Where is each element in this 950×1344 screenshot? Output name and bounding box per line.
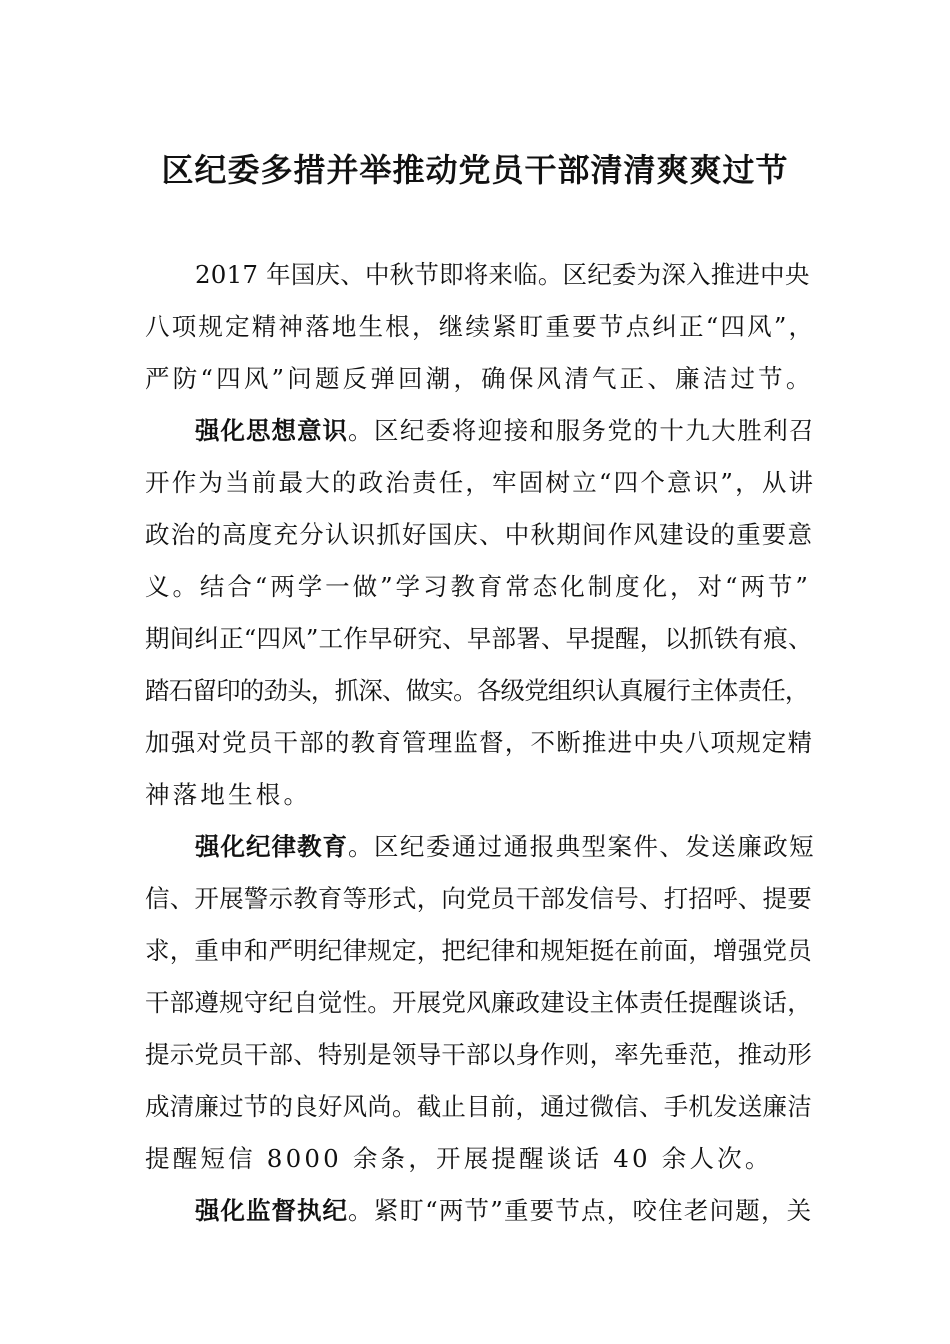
section2-line: 提示党员干部、特别是领导干部以身作则，率先垂范，推动形 (145, 1040, 812, 1069)
section2-first-line-text: 。区纪委通过通报典型案件、发送廉政短 (348, 832, 816, 861)
section1-line: 期间纠正“四风”工作早研究、早部署、早提醒，以抓铁有痕、 (145, 624, 813, 653)
section3-first-line-text: 。紧盯“两节”重要节点，咬住老问题，关 (348, 1196, 813, 1225)
section2-first-line (195, 830, 815, 864)
section1-first-line (195, 414, 815, 448)
section2-line: 干部遵规守纪自觉性。开展党风廉政建设主体责任提醒谈话， (145, 988, 812, 1017)
section1-line: 开作为当前最大的政治责任，牢固树立“四个意识”，从讲 (145, 468, 816, 497)
section3-first-line (195, 1194, 812, 1228)
intro-line: 八项规定精神落地生根，继续紧盯重要节点纠正“四风”， (145, 312, 816, 341)
section1-heading: 强化思想意识 (195, 416, 348, 445)
intro-line: 2017 年国庆、中秋节即将来临。区纪委为深入推进中央 (195, 260, 810, 289)
section1-line: 神落地生根。 (145, 780, 312, 809)
section1-line: 踏石留印的劲头，抓深、做实。各级党组织认真履行主体责任， (145, 676, 809, 705)
section1-line: 义。结合“两学一做”学习教育常态化制度化，对“两节” (145, 572, 811, 601)
section1-first-line-text: 。区纪委将迎接和服务党的十九大胜利召 (348, 416, 816, 445)
section2-heading: 强化纪律教育 (195, 832, 348, 861)
section2-line: 成清廉过节的良好风尚。截止目前，通过微信、手机发送廉洁 (145, 1092, 812, 1121)
section2-line: 求，重申和严明纪律规定，把纪律和规矩挺在前面，增强党员 (145, 936, 812, 965)
intro-line: 严防“四风”问题反弹回潮，确保风清气正、廉洁过节。 (145, 364, 814, 393)
document-title: 区纪委多措并举推动党员干部清清爽爽过节 (161, 151, 789, 189)
section3-heading: 强化监督执纪 (195, 1196, 348, 1225)
section2-line: 提醒短信 8000 余条，开展提醒谈话 40 余人次。 (145, 1144, 773, 1173)
section1-line: 政治的高度充分认识抓好国庆、中秋期间作风建设的重要意 (145, 520, 814, 549)
section1-line: 加强对党员干部的教育管理监督，不断推进中央八项规定精 (145, 728, 814, 757)
section2-line: 信、开展警示教育等形式，向党员干部发信号、打招呼、提要 (145, 884, 812, 913)
